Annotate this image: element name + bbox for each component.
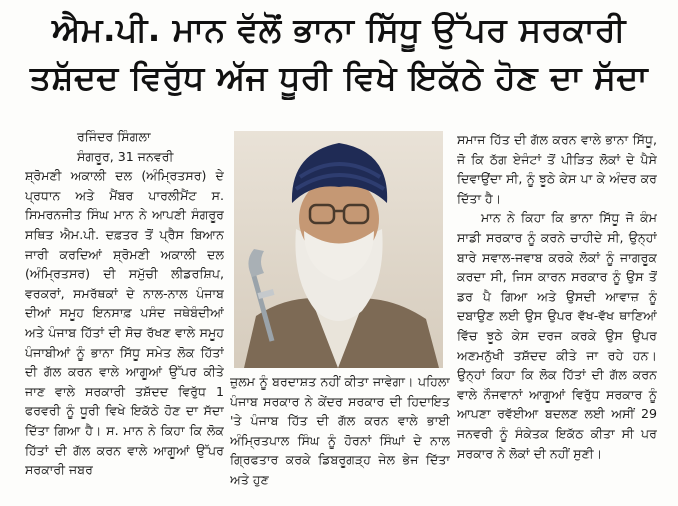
article-paragraph: ਮਾਨ ਨੇ ਕਿਹਾ ਕਿ ਭਾਨਾ ਸਿੱਧੂ ਜੋ ਕੰਮ ਸਾਡੀ ਸਰਕਾਰ ਨੂੰ ਕਰਨੇ ਚਾਹੀਦੇ ਸੀ, ਉਨ੍ਹਾਂ ਬਾਰੇ ਸਵਾਲ-ਜਵਾਬ ਕਰਕੇ ਲੋਕਾਂ ਨੂੰ ਜਾਗਰੂਕ ਕਰਦਾ ਸੀ, ਜਿਸ ਕਾਰਨ ਸਰਕਾਰ ਨੂੰ ਉਸ ਤੋਂ ਡਰ ਪੈ ਗਿਆ ਅਤੇ ਉਸਦੀ ਆਵਾਜ਼ ਨੂੰ ਦਬਾਉਣ ਲਈ ਉਸ ਉਪਰ ਵੱਖ-ਵੱਖ ਥਾਣਿਆਂ ਵਿੱਚ ਝੂਠੇ ਕੇਸ ਦਰਜ ਕਰਕੇ ਉਸ ਉਪਰ ਅਣਮਨੁੱਖੀ ਤਸ਼ੱਦਦ ਕੀਤੇ ਜਾ ਰਹੇ ਹਨ। ਉਨ੍ਹਾਂ ਕਿਹਾ ਕਿ ਲੋਕ ਹਿੱਤਾਂ ਦੀ ਗੱਲ ਕਰਨ ਵਾਲੇ ਨੌਜਵਾਨਾਂ ਆਗੂਆਂ ਵਿਰੁੱਧ ਸਰਕਾਰ ਨੂੰ ਆਪਣਾ ਰਵੱਈਆ ਬਦਲਣ ਲਈ ਅਸੀਂ 29 ਜਨਵਰੀ ਨੂੰ ਸੰਕੇਤਕ ਇਕੱਠ ਕੀਤਾ ਸੀ ਪਰ ਸਰਕਾਰ ਨੇ ਲੋਕਾਂ ਦੀ ਨਹੀਂ ਸੁਣੀ।	[457, 210, 657, 461]
headline-line-2: ਤਸ਼ੱਦਦ ਵਿਰੁੱਧ ਅੱਜ ਧੂਰੀ ਵਿਖੇ ਇਕੱਠੇ ਹੋਣ ਦਾ ਸੱਦਾ	[29, 58, 649, 97]
article-paragraph: ਸ਼੍ਰੋਮਣੀ ਅਕਾਲੀ ਦਲ (ਅੰਮ੍ਰਿਤਸਰ) ਦੇ ਪ੍ਰਧਾਨ ਅਤੇ ਮੈਂਬਰ ਪਾਰਲੀਮੈਂਟ ਸ. ਸਿਮਰਨਜੀਤ ਸਿੰਘ ਮਾਨ ਨੇ ਆਪਣੀ ਸੰਗਰੂਰ ਸਥਿਤ ਐਮ.ਪੀ. ਦਫ਼ਤਰ ਤੋਂ ਪ੍ਰੈਸ ਬਿਆਨ ਜਾਰੀ ਕਰਦਿਆਂ ਸ਼੍ਰੋਮਣੀ ਅਕਾਲੀ ਦਲ (ਅੰਮ੍ਰਿਤਸਰ) ਦੀ ਸਮੁੱਚੀ ਲੀਡਰਸ਼ਿਪ, ਵਰਕਰਾਂ, ਸਮਰੱਥਕਾਂ ਦੇ ਨਾਲ-ਨਾਲ ਪੰਜਾਬ ਦੀਆਂ ਸਮੂਹ ਇਨਸਾਫ਼ ਪਸੰਦ ਜਥੇਬੰਦੀਆਂ ਅਤੇ ਪੰਜਾਬ ਹਿੱਤਾਂ ਦੀ ਸੋਚ ਰੱਖਣ ਵਾਲੇ ਸਮੂਹ ਪੰਜਾਬੀਆਂ ਨੂੰ ਭਾਨਾ ਸਿੱਧੂ ਸਮੇਤ ਲੋਕ ਹਿੱਤਾਂ ਦੀ ਗੱਲ ਕਰਨ ਵਾਲੇ ਆਗੂਆਂ ਉੱਪਰ ਕੀਤੇ ਜਾਣ ਵਾਲੇ ਸਰਕਾਰੀ ਤਸ਼ੱਦਦ ਵਿਰੁੱਧ 1 ਫਰਵਰੀ ਨੂੰ ਧੂਰੀ ਵਿਖੇ ਇਕੱਠੇ ਹੋਣ ਦਾ ਸੱਦਾ ਦਿੱਤਾ ਗਿਆ ਹੈ। ਸ. ਮਾਨ ਨੇ ਕਿਹਾ ਕਿ ਲੋਕ ਹਿੱਤਾਂ ਦੀ ਗੱਲ ਕਰਨ ਵਾਲੇ ਆਗੂਆਂ ਉੱਪਰ ਸਰਕਾਰੀ ਜਬਰ	[25, 168, 224, 478]
article-column-right	[457, 130, 657, 502]
headline-line-1: ਐਮ.ਪੀ. ਮਾਨ ਵੱਲੋਂ ਭਾਨਾ ਸਿੱਧੂ ਉੱਪਰ ਸਰਕਾਰੀ	[52, 10, 626, 49]
article-paragraph: ਸਮਾਜ ਹਿੱਤ ਦੀ ਗੱਲ ਕਰਨ ਵਾਲੇ ਭਾਨਾ ਸਿੱਧੂ, ਜੋ ਕਿ ਠੱਗ ਏਜੰਟਾਂ ਤੋਂ ਪੀੜਿਤ ਲੋਕਾਂ ਦੇ ਪੈਸੇ ਦਿਵਾਉਂਦਾ ਸੀ, ਨੂੰ ਝੂਠੇ ਕੇਸ ਪਾ ਕੇ ਅੰਦਰ ਕਰ ਦਿੱਤਾ ਹੈ।	[457, 132, 657, 206]
article-paragraph: ਜ਼ੁਲਮ ਨੂੰ ਬਰਦਾਸ਼ਤ ਨਹੀਂ ਕੀਤਾ ਜਾਵੇਗਾ। ਪਹਿਲਾ ਪੰਜਾਬ ਸਰਕਾਰ ਨੇ ਕੇਂਦਰ ਸਰਕਾਰ ਦੀ ਹਿਦਾਇਤ 'ਤੇ ਪੰਜਾਬ ਹਿੱਤ ਦੀ ਗੱਲ ਕਰਨ ਵਾਲੇ ਭਾਈ ਅੰਮ੍ਰਿਤਪਾਲ ਸਿੰਘ ਨੂੰ ਹੋਰਨਾਂ ਸਿੰਘਾਂ ਦੇ ਨਾਲ ਗ੍ਰਿਫਤਾਰ ਕਰਕੇ ਡਿਬਰੂਗੜ੍ਹ ਜੇਲ ਭੇਜ ਦਿੱਤਾ ਅਤੇ ਹੁਣ	[230, 374, 450, 487]
article-column-middle	[230, 372, 450, 502]
portrait-illustration	[234, 131, 443, 368]
byline-dateline: ਸੰਗਰੂਰ, 31 ਜਨਵਰੀ	[77, 148, 174, 164]
article-column-left	[25, 127, 224, 502]
portrait-photo	[234, 131, 443, 368]
byline-author: ਰਜਿੰਦਰ ਸਿੰਗਲਾ	[77, 129, 151, 144]
